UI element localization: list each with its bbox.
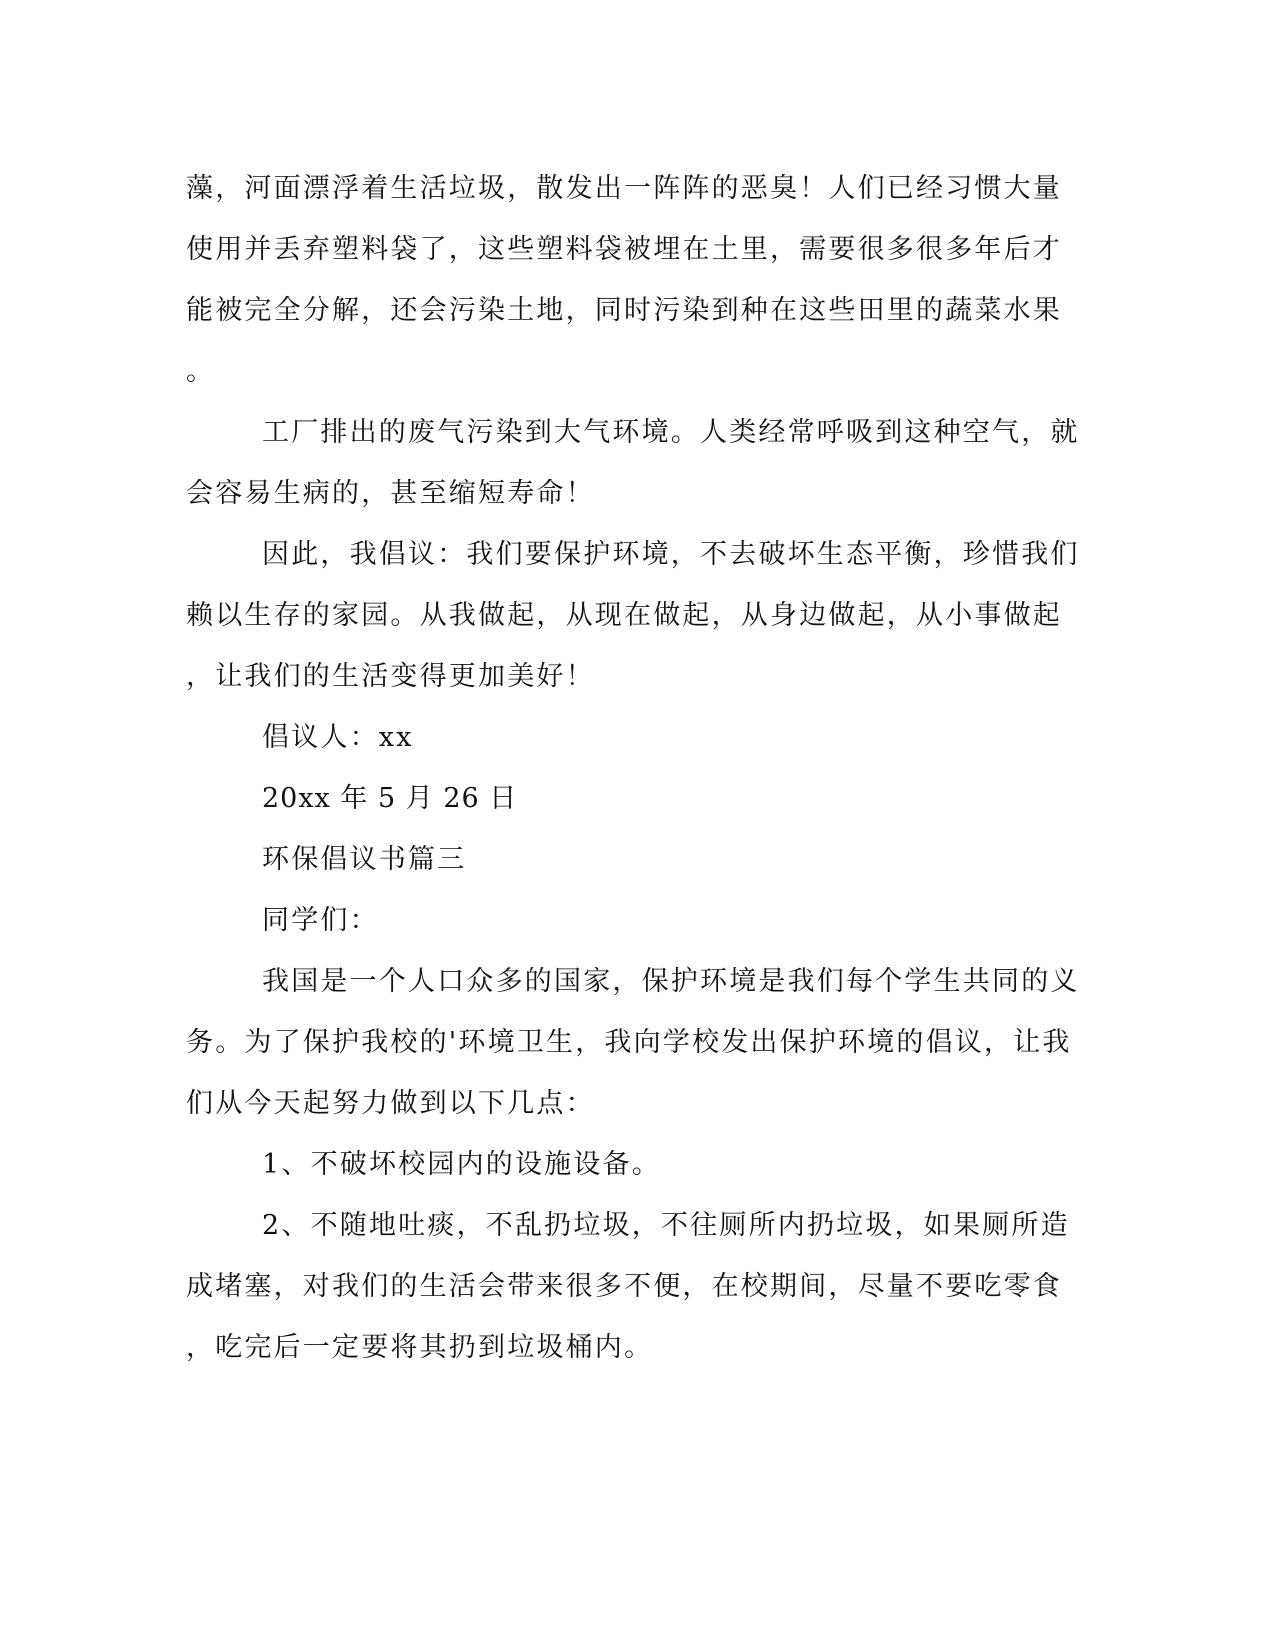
paragraph-line: 因此，我倡议：我们要保护环境，不去破坏生态平衡，珍惜我们 <box>262 539 1080 570</box>
paragraph-line: 工厂排出的废气污染到大气环境。人类经常呼吸到这种空气，就 <box>262 417 1080 448</box>
paragraph-line: 会容易生病的，甚至缩短寿命！ <box>186 478 595 509</box>
paragraph-line: 能被完全分解，还会污染土地，同时污染到种在这些田里的蔬菜水果 <box>186 295 1062 326</box>
paragraph-line: 使用并丢弃塑料袋了，这些塑料袋被埋在土里，需要很多很多年后才 <box>186 234 1062 265</box>
paragraph-line: 务。为了保护我校的'环境卫生，我向学校发出保护环境的倡议，让我 <box>186 1027 1072 1058</box>
paragraph-line: ，吃完后一定要将其扔到垃圾桶内。 <box>186 1332 654 1363</box>
list-item: 2、不随地吐痰，不乱扔垃圾，不往厕所内扔垃圾，如果厕所造 <box>262 1210 1070 1241</box>
paragraph-line: ，让我们的生活变得更加美好！ <box>186 661 595 692</box>
paragraph-line: 。 <box>186 356 216 387</box>
paragraph-line: 成堵塞，对我们的生活会带来很多不便，在校期间，尽量不要吃零食 <box>186 1271 1062 1302</box>
salutation: 同学们： <box>262 905 379 936</box>
date-line: 20xx 年 5 月 26 日 <box>262 783 518 814</box>
list-item: 1、不破坏校园内的设施设备。 <box>262 1149 661 1180</box>
paragraph-line: 们从今天起努力做到以下几点： <box>186 1088 595 1119</box>
paragraph-line: 赖以生存的家园。从我做起，从现在做起，从身边做起，从小事做起 <box>186 600 1062 631</box>
signer-line: 倡议人：xx <box>262 722 414 753</box>
paragraph-line: 藻，河面漂浮着生活垃圾，散发出一阵阵的恶臭！人们已经习惯大量 <box>186 173 1062 204</box>
document-body <box>186 158 1080 1378</box>
section-title: 环保倡议书篇三 <box>262 844 467 875</box>
paragraph-line: 我国是一个人口众多的国家，保护环境是我们每个学生共同的义 <box>262 966 1080 997</box>
